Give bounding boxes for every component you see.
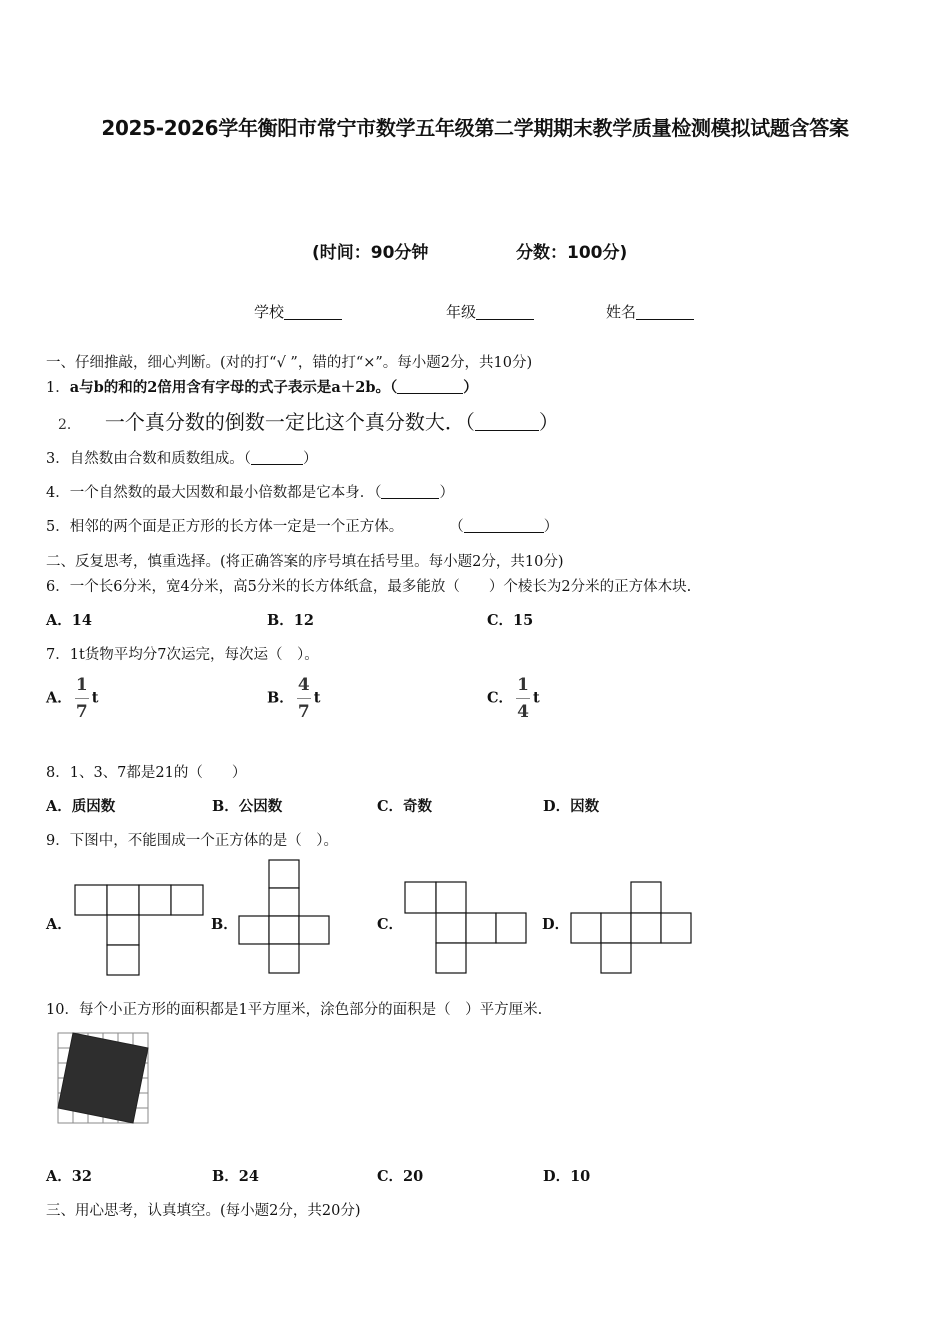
q7-option-b[interactable]: B． $\frac{4}{7}$ t [267, 675, 321, 722]
q1-close: ） [463, 379, 478, 396]
q7-b-fraction: $\frac{4}{7}$ [297, 675, 310, 722]
name-field[interactable] [606, 301, 694, 322]
q4-blank[interactable] [381, 484, 439, 499]
q7-option-a[interactable]: A． $\frac{1}{7}$ t [46, 675, 99, 722]
section1-heading: 一、仔细推敲，细心判断。(对的打“√ ”，错的打“×”。每小题2分，共10分) [46, 355, 533, 371]
q3-num: 3． [46, 451, 70, 467]
name-label: 姓名 [606, 303, 637, 321]
q7-a-fraction: $\frac{1}{7}$ [75, 675, 88, 722]
q9-option-c[interactable]: C． [377, 916, 404, 933]
q5-num: 5． [46, 519, 70, 535]
q4-num: 4． [46, 485, 70, 501]
q2-blank[interactable] [475, 412, 539, 431]
q9-net-a [74, 884, 206, 976]
question-9: 9．下图中，不能围成一个正方体的是（ ）。 [46, 833, 338, 849]
q4-text: 一个自然数的最大因数和最小倍数都是它本身．（ [69, 485, 382, 501]
q3-blank[interactable] [251, 450, 303, 465]
question-6: 6．一个长6分米，宽4分米，高5分米的长方体纸盒，最多能放（ ）个棱长为2分米的正方体木块. [46, 579, 692, 595]
q10-option-c[interactable]: C．20 [377, 1168, 424, 1185]
q9-option-d[interactable]: D． [542, 916, 570, 933]
q3-text: 自然数由合数和质数组成。（ [69, 451, 251, 467]
q2-close: ） [538, 410, 559, 434]
q9-option-b[interactable]: B． [211, 916, 238, 933]
q5-blank[interactable] [464, 518, 544, 533]
q2-num: 2． [58, 417, 81, 433]
q5-text: 相邻的两个面是正方形的长方体一定是一个正方体。 [69, 519, 404, 535]
q6-option-c[interactable]: C．15 [487, 612, 534, 629]
school-label: 学校 [254, 303, 285, 321]
question-8: 8．1、3、7都是21的（ ） [46, 765, 247, 781]
page-title: 2025-2026学年衡阳市常宁市数学五年级第二学期期末教学质量检测模拟试题含答案 [101, 116, 849, 140]
question-7: 7．1t货物平均分7次运完，每次运（ ）。 [46, 647, 319, 663]
q10-shaded-square-figure [56, 1031, 152, 1127]
q8-option-c[interactable]: C．奇数 [377, 798, 433, 815]
q10-option-a[interactable]: A．32 [46, 1168, 92, 1185]
q5-open: （ [449, 519, 464, 535]
q10-option-d[interactable]: D．10 [543, 1168, 591, 1185]
q8-option-b[interactable]: B．公因数 [212, 798, 283, 815]
question-2 [58, 406, 559, 435]
q7-c-fraction: $\frac{1}{4}$ [517, 675, 529, 722]
q1-blank[interactable] [397, 379, 463, 394]
q9-net-d [570, 881, 692, 975]
q6-option-b[interactable]: B．12 [267, 612, 314, 629]
q9-option-a[interactable]: A． [46, 916, 72, 933]
question-3 [46, 447, 317, 468]
q1-text: a与b的和的2倍用含有字母的式子表示是a＋2b。（ [69, 379, 398, 396]
section3-heading: 三、用心思考，认真填空。(每小题2分，共20分) [46, 1203, 361, 1219]
q4-close: ） [439, 485, 454, 501]
question-1 [46, 376, 478, 397]
q9-net-c [404, 881, 528, 975]
question-4 [46, 481, 454, 502]
q7-a-label: A． [46, 689, 72, 707]
q10-option-b[interactable]: B．24 [212, 1168, 259, 1185]
section2-heading: 二、反复思考，慎重选择。(将正确答案的序号填在括号里。每小题2分，共10分) [46, 554, 564, 570]
school-field[interactable] [254, 301, 342, 322]
q2-text: 一个真分数的倒数一定比这个真分数大．（ [104, 410, 475, 434]
q3-close: ） [302, 451, 318, 467]
q8-option-d[interactable]: D．因数 [543, 798, 600, 815]
q9-net-b [238, 859, 330, 975]
question-5 [46, 515, 558, 536]
q7-b-label: B． [267, 689, 294, 707]
exam-time: (时间：90分钟 [312, 243, 429, 263]
exam-score: 分数：100分) [516, 243, 628, 263]
q6-option-a[interactable]: A．14 [46, 612, 92, 629]
grade-field[interactable] [446, 301, 534, 322]
q5-close: ） [543, 519, 559, 535]
q8-option-a[interactable]: A．质因数 [46, 798, 116, 815]
q1-num: 1． [46, 380, 70, 396]
question-10: 10．每个小正方形的面积都是1平方厘米，涂色部分的面积是（ ）平方厘米. [46, 1002, 543, 1018]
q7-c-label: C． [487, 689, 514, 707]
grade-label: 年级 [446, 303, 477, 321]
q7-option-c[interactable]: C． $\frac{1}{4}$ t [487, 675, 540, 722]
